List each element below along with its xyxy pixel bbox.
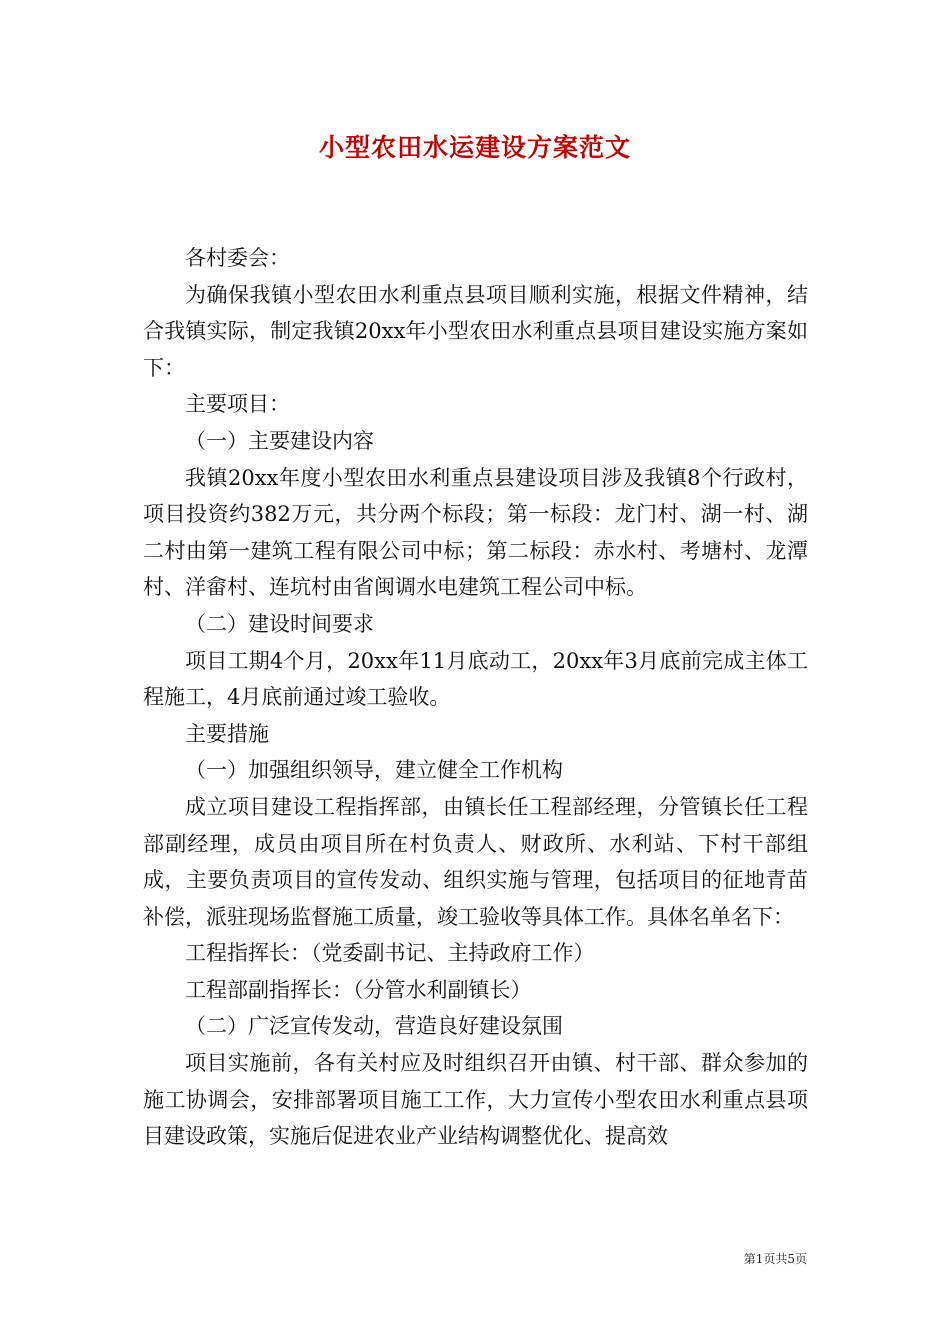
document-title: 小型农田水运建设方案范文: [318, 133, 631, 162]
commander-line: 工程指挥长：（党委副书记、主持政府工作）: [185, 941, 595, 966]
construction-content-paragraph: 我镇20xx年度小型农田水利重点县建设项目涉及我镇8个行政村，项目投资约382万元，共分两个标段；第一标段：龙门村、湖一村、湖二村由第一建筑工程有限公司中标；第二标段：赤水村、考塘村、龙潭村、洋畲村、连坑村由省闽调水电建筑工程公司中标。: [143, 465, 808, 600]
organization-paragraph: 成立项目建设工程指挥部，由镇长任工程部经理，分管镇长任工程部副经理，成员由项目所在村负责人、财政所、水利站、下村干部组成，主要负责项目的宣传发动、组织实施与管理，包括项目的征地青苗补偿，派驻现场监督施工质量，竣工验收等具体工作。具体名单名下：: [143, 794, 808, 929]
page-number-footer: 第1页共5页: [743, 1252, 807, 1266]
deputy-commander-line: 工程部副指挥长：（分管水利副镇长）: [185, 977, 532, 1002]
salutation: 各村委会：: [185, 246, 290, 270]
subheading-construction-content: （一）主要建设内容: [185, 428, 374, 453]
subheading-schedule: （二）建设时间要求: [185, 611, 374, 636]
section-heading-main-projects: 主要项目：: [185, 392, 290, 417]
section-heading-main-measures: 主要措施: [185, 721, 269, 746]
subheading-organization: （一）加强组织领导，建立健全工作机构: [185, 758, 563, 783]
document-body: [143, 240, 808, 1155]
publicity-paragraph: 项目实施前，各有关村应及时组织召开由镇、村干部、群众参加的施工协调会，安排部署项目施工工作，大力宣传小型农田水利重点县项目建设政策，实施后促进农业产业结构调整优化、提高效: [143, 1051, 808, 1149]
intro-paragraph: 为确保我镇小型农田水利重点县项目顺利实施，根据文件精神，结合我镇实际，制定我镇20xx年小型农田水利重点县项目建设实施方案如下：: [143, 282, 808, 380]
schedule-paragraph: 项目工期4个月，20xx年11月底动工，20xx年3月底前完成主体工程施工，4月底前通过竣工验收。: [143, 648, 808, 710]
subheading-publicity: （二）广泛宣传发动，营造良好建设氛围: [185, 1014, 563, 1039]
